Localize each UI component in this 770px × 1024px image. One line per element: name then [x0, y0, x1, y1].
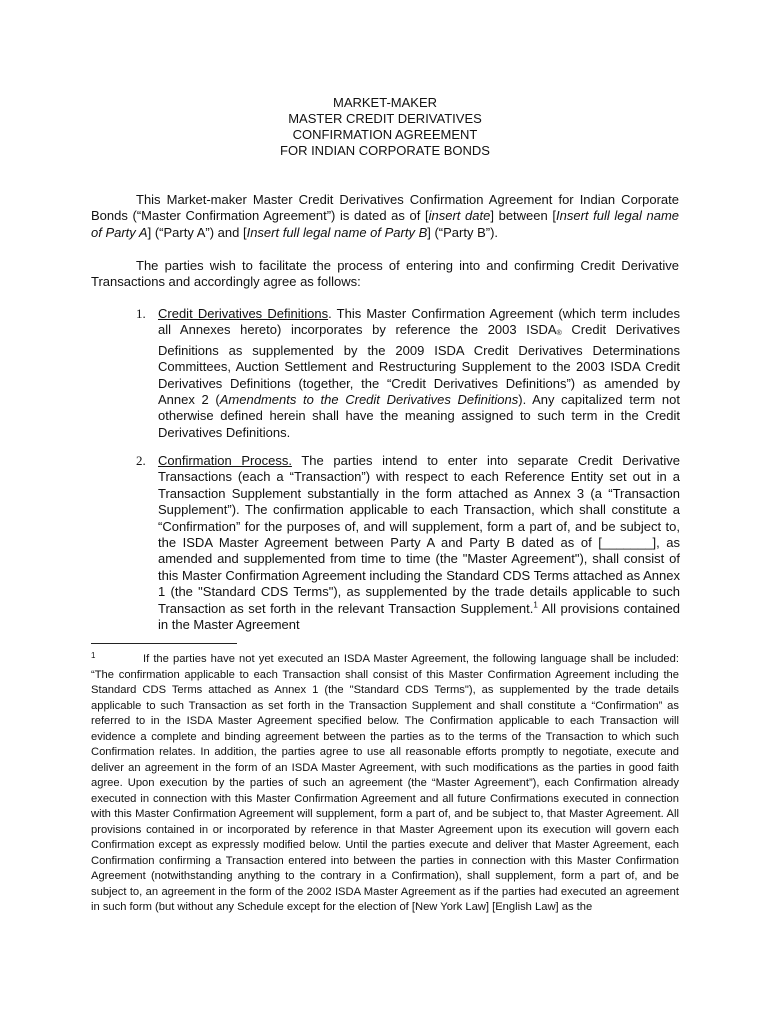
title-line-4: FOR INDIAN CORPORATE BONDS	[280, 143, 490, 158]
section-1	[136, 306, 680, 441]
title-line-1: MARKET-MAKER	[332, 95, 437, 110]
section-2-heading: Confirmation Process.	[158, 453, 292, 468]
footnote-divider	[91, 643, 237, 644]
insert-date-placeholder: insert date	[428, 208, 491, 224]
document-title	[0, 95, 770, 159]
footnote-mark: 1	[91, 651, 96, 660]
section-2	[136, 453, 680, 633]
section-1-number: 1.	[136, 306, 146, 321]
section-2-body: Confirmation Process. The parties intend to enter into separate Credit Derivative Transactions (each a “Transaction”) with respect to each Reference Entity set out in a Transaction Supplement substantially in the form attached as Annex 3 (a “Transaction Supplement”). The confirmation applicable to each Transaction, which shall constitute a “Confirmation” for the purposes of, and will supplement, form a part of, and be subject to, the ISDA Master Agreement between Party A and Party B dated as of [_______], as amended and supplemented from time to time (the "Master Agreement"), shall consist of this Master Confirmation Agreement including the Standard CDS Terms attached as Annex 1 (the "Standard CDS Terms"), as supplemented by the trade details applicable to such Transaction as set forth in the relevant Transaction Supplement.$^1$ All provisions contained in the Master Agreement	[158, 453, 680, 633]
footnote-text: If the parties have not yet executed an ISDA Master Agreement, the following language shall be included: “The confirmation applicable to each Transaction shall consist of this Master Confirmation Agreement including the Standard CDS Terms attached as Annex 1 (the "Standard CDS Terms"), as supplemented by the trade details applicable to such Transaction as set forth in the Transaction Supplement and shall constitute a “Confirmation” as referred to in the ISDA Master Agreement specified below. The Confirmation applicable to each Transaction will evidence a complete and binding agreement between the parties as to the terms of the Transaction to which such Confirmation relates. In addition, the parties agree to use all reasonable efforts promptly to negotiate, execute and deliver an agreement in the form of an ISDA Master Agreement, with such modifications as the parties in good faith agree. Upon execution by the parties of such an agreement (the “Master Agreement”), each Confirmation already executed in connection with this Master Confirmation Agreement and all future Confirmations executed in connection with this Master Confirmation Agreement will supplement, form a part of, and be subject to, that Master Agreement. All provisions contained in or incorporated by reference in that Master Agreement upon its execution will govern each Confirmation except as expressly modified below. Until the parties execute and deliver that Master Agreement, each Confirmation confirming a Transaction entered into between the parties in connection with this Master Confirmation Agreement (notwithstanding anything to the contrary in a Confirmation), shall supplement, form a part of, and be subject to, an agreement in the form of the 2002 ISDA Master Agreement as if the parties had executed an agreement in such form (but without any Schedule except for the election of [New York Law] [English Law] as the	[91, 653, 679, 913]
intro-paragraph: This Market-maker Master Credit Derivatives Confirmation Agreement for Indian Corporate Bonds (“Master Confirmation Agreement”) is dated as of [insert date] between [Insert full legal name of Party A] (“Party A”) and [Insert full legal name of Party B] (“Party B”).	[91, 192, 680, 240]
title-line-2: MASTER CREDIT DERIVATIVES	[288, 111, 482, 126]
section-1-heading: Credit Derivatives Definitions	[158, 306, 329, 321]
party-a-placeholder: Insert full legal name of Party A	[91, 208, 680, 240]
recital-paragraph: The parties wish to facilitate the process of entering into and confirming Credit Derivative Transactions and accordingly agree as follows:	[91, 258, 679, 290]
footnote-1	[91, 648, 679, 916]
section-1-body: Credit Derivatives Definitions. This Master Confirmation Agreement (which term includes all Annexes hereto) incorporates by reference the 2003 ISDA® Credit Derivatives Definitions as supplemented by the 2009 ISDA Credit Derivatives Determinations Committees, Auction Settlement and Restructuring Supplement to the 2003 ISDA Credit Derivatives Definitions (together, the “Credit Derivatives Definitions”) as amended by Annex 2 (Amendments to the Credit Derivatives Definitions). Any capitalized term not otherwise defined herein shall have the meaning assigned to such term in the Credit Derivatives Definitions.	[158, 306, 680, 440]
footnote-reference[interactable]: 1	[533, 600, 538, 610]
registered-mark: ®	[556, 330, 562, 338]
annex-2-title: Amendments to the Credit Derivatives Definitions	[219, 392, 519, 408]
party-b-placeholder: Insert full legal name of Party B	[246, 224, 428, 240]
section-2-number: 2.	[136, 453, 146, 468]
title-line-3: CONFIRMATION AGREEMENT	[292, 127, 478, 142]
